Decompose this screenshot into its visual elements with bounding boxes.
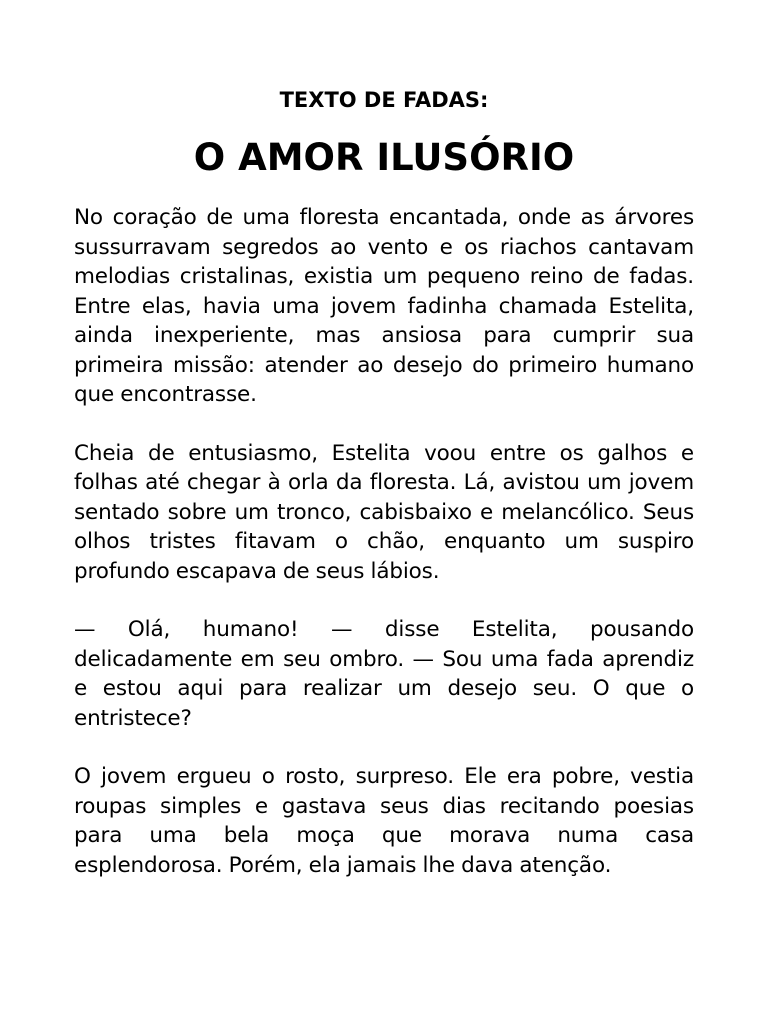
document-subtitle: TEXTO DE FADAS: xyxy=(279,88,489,112)
paragraph-2: Cheia de entusiasmo, Estelita voou entre os galhos e folhas até chegar à orla da floresta. Lá, avistou um jovem sentado sobre um tronco, cabisbaixo e melancólico. Seus olhos tristes fitavam o chão, enquanto um suspiro profundo escapava de seus lábios. xyxy=(74,440,694,584)
paragraph-1: No coração de uma floresta encantada, onde as árvores sussurravam segredos ao vento e os riachos cantavam melodias cristalinas, existia um pequeno reino de fadas. Entre elas, havia uma jovem fadinha chamada Estelita, ainda inexperiente, mas ansiosa para cumprir sua primeira missão: atender ao desejo do primeiro humano que encontrasse. xyxy=(74,205,694,407)
paragraph-3: — Olá, humano! — disse Estelita, pousando delicadamente em seu ombro. — Sou uma fada aprendiz e estou aqui para realizar um desejo seu. O que o entristece? xyxy=(74,617,694,731)
document-title: O AMOR ILUSÓRIO xyxy=(193,136,575,179)
document-body xyxy=(74,203,694,880)
paragraph-4: O jovem ergueu o rosto, surpreso. Ele era pobre, vestia roupas simples e gastava seus dias recitando poesias para uma bela moça que morava numa casa esplendorosa. Porém, ela jamais lhe dava atenção. xyxy=(74,764,694,878)
